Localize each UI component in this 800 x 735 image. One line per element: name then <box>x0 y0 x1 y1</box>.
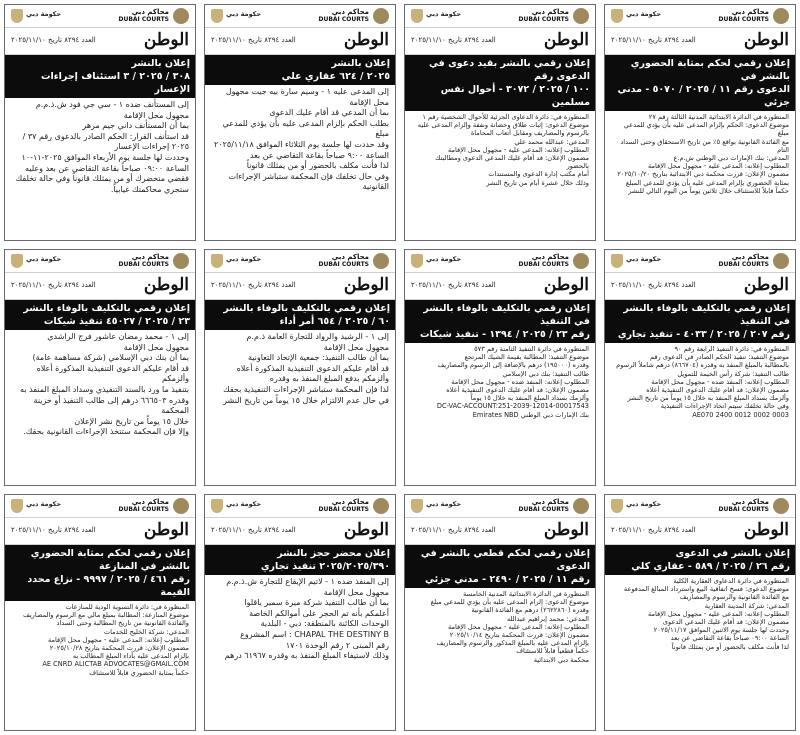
courts-name-en: DUBAI COURTS <box>118 261 169 268</box>
newspaper-name: الوطن <box>343 275 389 295</box>
notice-body-line: لذا فأنت مكلف بالحضور أو من يمثلك قانوناً <box>671 642 789 651</box>
issue-meta: العدد ٨٢٩٤ تاريخ ٢٠٢٥/١١/١٠ <box>211 281 296 289</box>
notice-title-line: رقم ٢٣ / ٢٠٢٥ / ١٣٩٤ - تنفيذ شيكات <box>419 329 590 340</box>
notice-body-line: بإلزام المدعى عليه بأداء المبلغ المطالب به <box>72 652 189 661</box>
notice-title-line: إعلان بالنشر <box>331 58 390 69</box>
courts-seal-icon <box>173 498 189 514</box>
notice-body-line: AE CNRD ALICTAB ADVOCATES@GMAIL.COM <box>42 660 189 669</box>
government-emblem-icon <box>211 254 223 268</box>
logo-row <box>5 5 195 28</box>
notice-card <box>404 494 596 731</box>
logo-row <box>205 250 395 273</box>
notice-body-line: وقدره (١٩٥٠٠٠) درهم بالإضافة إلى الرسوم والمصاريف <box>437 361 589 370</box>
dubai-government-logo <box>411 498 462 514</box>
courts-name-en: DUBAI COURTS <box>718 261 769 268</box>
courts-name-ar: محاكم دبي <box>731 498 769 506</box>
notice-title <box>405 300 595 343</box>
notice-body-line: مجهول محل الإقامة <box>123 110 189 120</box>
courts-name-ar: محاكم دبي <box>531 498 569 506</box>
notice-body-line: المنظورة في دائرة الدعاوى العقارية الكلية <box>673 577 789 585</box>
notice-body-line: الساعة ٩:٠٠ صباحاً بقاعة التقاضي عن بعد <box>249 150 389 160</box>
notice-title <box>5 545 195 601</box>
courts-seal-icon <box>573 253 589 269</box>
notice-body-line: موضوع الدعوى: إلزام المدعى عليه بأن يؤدي للمدعي مبلغ <box>430 598 589 607</box>
notice-body-line: المطلوب إعلانه: المدعى عليه - مجهول محل الإقامة <box>447 622 589 631</box>
dubai-government-logo <box>211 253 262 269</box>
notice-body-line: موضوع التنفيذ: تنفيذ الحكم الصادر في الدعوى رقم <box>650 353 789 362</box>
newspaper-name: الوطن <box>143 30 189 50</box>
government-emblem-icon <box>411 9 423 23</box>
government-emblem-icon <box>211 499 223 513</box>
notice-body-line: الساعة ٠٩:٠٠ صباحاً بقاعة التقاضي عن بعد وعليه <box>25 163 189 173</box>
dubai-courts-logo <box>69 498 189 514</box>
notice-body-line: ستجري محاكمتك غيابياً. <box>110 184 189 194</box>
notice-body-line: حكماً قابلاً للاستئناف خلال ثلاثين يوماً من اليوم التالي للنشر <box>628 186 789 195</box>
notice-title-line: إعلان بالنشر <box>131 58 190 69</box>
newspaper-header <box>405 273 595 300</box>
notice-body-line: وألزمكم بدفع المبلغ المنفذ به وقدره <box>269 374 389 384</box>
dubai-courts-logo <box>669 8 789 24</box>
notice-title-line: ٣٠٨ / ٢٠٢٥ / ٣ استئناف إجراءات الإعسار <box>41 71 190 95</box>
logo-row <box>405 5 595 28</box>
notice-title-line: رقم ٢٠٧ / ٢٠٢٥ / ٤٠٣٣ - تنفيذ تجاري <box>617 329 790 340</box>
logo-row <box>405 250 595 273</box>
notice-body-line: وألزمك بسداد المبلغ المنفذ به خلال ١٥ يوماً <box>470 394 589 403</box>
government-label: حكومة دبي <box>426 255 462 263</box>
notice-body-line: موضوع الدعوى: الحكم بإلزام المدعى عليه بأن يؤدي للمدعي مبلغ <box>623 121 789 138</box>
dubai-government-logo <box>211 8 262 24</box>
notice-title-line: إعلان رقمي بالتكليف بالوفاء بالنشر في التنفيذ <box>423 303 590 327</box>
dubai-courts-logo <box>69 8 189 24</box>
notice-title <box>605 55 795 111</box>
notice-body-line: وفي حال تخلفك فإن المحكمة ستباشر الإجراءات القانونية <box>228 171 389 192</box>
notice-body-line: مضمون الإعلان: قررت المحكمة بتاريخ ٢٠٢٥/١٠/١٤ <box>449 631 589 640</box>
notice-body <box>5 601 195 679</box>
notice-body-line: المطلوب إعلانه: المدعى عليه - مجهول محل الإقامة <box>47 635 189 644</box>
notice-body-line: المدعي: شركة المدينة العقارية <box>704 601 789 610</box>
newspaper-header <box>605 518 795 545</box>
courts-seal-icon <box>373 253 389 269</box>
courts-seal-icon <box>773 498 789 514</box>
notice-body-line: وفي حالة تخلفك سيتم اتخاذ الإجراءات التنفيذية <box>660 402 789 411</box>
courts-seal-icon <box>773 253 789 269</box>
notice-card <box>204 4 396 241</box>
newspaper-name: الوطن <box>343 520 389 540</box>
dubai-courts-logo <box>469 498 589 514</box>
issue-meta: العدد ٨٢٩٤ تاريخ ٢٠٢٥/١١/١٠ <box>211 526 296 534</box>
notice-body-line: وقد حددت لها جلسة يوم الثلاثاء الموافق ٢٠٢٥/١١/١٨ <box>214 139 389 149</box>
notice-body <box>405 588 595 666</box>
notice-body-line: بما أن طالب التنفيذ: جمعية الإتحاد التعاونية <box>247 353 389 363</box>
notice-body-line: وذلك لاستيفاء المبلغ المنفذ به وقدره ٦١٩٦٧ درهم <box>224 651 389 661</box>
notice-body-line: والفائدة القانونية من تاريخ المطالبة وحتى السداد <box>56 619 189 628</box>
notice-body-line: طالب التنفيذ: بنك دبي الإسلامي <box>502 369 589 378</box>
notice-title-line: إعلان رقمي لحكم بمثابة الحضوري بالنشر في المنازعة <box>30 548 190 572</box>
notice-title-line: ٢٠٢٥/٢٠٢٥/٣٩٠ تنفيذ تجاري <box>260 561 390 572</box>
dubai-courts-logo <box>69 253 189 269</box>
notice-body-line: لذا فإن المحكمة ستباشر الإجراءات التنفيذية بحقك <box>223 384 389 394</box>
notice-title <box>5 300 195 330</box>
courts-name-en: DUBAI COURTS <box>718 16 769 23</box>
courts-name-en: DUBAI COURTS <box>518 261 569 268</box>
newspaper-header <box>605 273 795 300</box>
dubai-government-logo <box>611 8 662 24</box>
notice-body <box>405 343 595 421</box>
notice-body-line: وذلك خلال عشرة أيام من تاريخ النشر <box>486 178 589 187</box>
dubai-courts-logo <box>269 498 389 514</box>
courts-seal-icon <box>373 498 389 514</box>
government-emblem-icon <box>11 499 23 513</box>
notice-body-line: فقضي متحضرك أو من يمثلك قانوناً وفي حالة تخلفك <box>15 174 189 184</box>
notice-body-line: إلى ١ - محمد رمضان عاشور فرج الراشدي <box>47 332 189 341</box>
notice-body-line: لذا فأنت مكلف بالحضور أو من يمثلك قانوناً <box>246 161 389 171</box>
notice-body-line: مضمون الإعلان: قررت محكمة دبي الابتدائية بتاريخ ٢٠٢٥/١٠/٢٠ <box>617 170 789 179</box>
notice-body-line: إلى المستأنف ضده ١ - سي جي فود ش.ذ.م.م <box>35 100 189 109</box>
logo-row <box>605 250 795 273</box>
courts-name-en: DUBAI COURTS <box>118 506 169 513</box>
notice-body-line: أعلمكم بأنه تم الحجز على أموالكم الخاصة <box>249 608 389 618</box>
newspaper-name: الوطن <box>743 30 789 50</box>
notice-body-line: المطلوب إعلانه: المدعى عليه - مجهول محل الإقامة <box>447 145 589 154</box>
notice-body-line: بإلزام المدعى عليه بالمبلغ المذكور والرسوم والمصاريف <box>436 639 589 648</box>
notice-title-line: رقم ٤٦١ / ٢٠٢٥ / ٩٩٩٧ - نزاع محدد القيمة <box>27 574 190 598</box>
notice-body-line: بما أن طالب التنفيذ شركة ميرة سمير ياقلوا <box>244 598 389 608</box>
notice-title-line: رقم ١١ / ٢٠٢٥ / ٢٤٩٠ - مدني جزئي <box>424 574 590 585</box>
government-emblem-icon <box>611 499 623 513</box>
notice-card <box>604 494 796 731</box>
notice-body-line: بمثابة الحضوري بإلزام المدعى عليه بأن يؤدي للمدعي المبلغ <box>625 178 789 187</box>
logo-row <box>205 495 395 518</box>
newspaper-header <box>5 273 195 300</box>
notice-body-line: محكمة دبي الابتدائية <box>533 655 589 664</box>
newspaper-name: الوطن <box>343 30 389 50</box>
newspaper-header <box>205 273 395 300</box>
courts-seal-icon <box>773 8 789 24</box>
notice-body <box>605 111 795 197</box>
notice-card <box>4 4 196 241</box>
notice-card <box>204 494 396 731</box>
notice-body-line: رقم المبنى ٢ رقم الوحدة ١٧٠١ <box>285 640 389 650</box>
courts-name-ar: محاكم دبي <box>731 253 769 261</box>
courts-name-ar: محاكم دبي <box>131 8 169 16</box>
notice-title-line: إعلان رقمي بالنشر بقيد دعوى في الدعوى رقم <box>428 58 590 82</box>
notice-body-line: بما أن المدعي قد أقام عليك الدعوى <box>269 108 389 118</box>
notice-body-line: ٢٠٢٥ إجراءات الإعسار <box>114 142 189 152</box>
dubai-courts-logo <box>469 8 589 24</box>
government-label: حكومة دبي <box>26 255 62 263</box>
issue-meta: العدد ٨٢٩٤ تاريخ ٢٠٢٥/١١/١٠ <box>11 281 96 289</box>
issue-meta: العدد ٨٢٩٤ تاريخ ٢٠٢٥/١١/١٠ <box>411 281 496 289</box>
notice-body-line: مضمون الإعلان: قد أقام عليك المدعي الدعوى <box>662 618 789 627</box>
government-label: حكومة دبي <box>26 10 62 18</box>
dubai-government-logo <box>611 253 662 269</box>
courts-seal-icon <box>173 8 189 24</box>
dubai-courts-logo <box>669 498 789 514</box>
notice-body-line: خلال ١٥ يوماً من تاريخ نشر الإعلان <box>74 416 189 426</box>
notice-body-line: مجهول محل الإقامة <box>123 342 189 352</box>
notice-title <box>205 545 395 575</box>
notice-title-line: إعلان رقمي لحكم بمثابة الحضوري بالنشر في <box>630 58 790 82</box>
courts-name-ar: محاكم دبي <box>131 498 169 506</box>
notice-title-line: إعلان بالنشر في الدعوى <box>675 548 790 559</box>
notice-body-line: بطلب الحكم بإلزام المدعى عليه بأن يؤدي للمدعي مبلغ <box>222 118 389 139</box>
notice-title-line: إعلان رقمي بالتكليف بالوفاء بالنشر <box>23 303 190 314</box>
notice-body <box>605 575 795 653</box>
notice-body-line: بنك الإمارات دبي الوطني Emirates NBD <box>472 410 589 419</box>
notice-title-line: ٦٠ / ٢٠٢٥ / ٦٥٤ أمر أداء <box>279 316 390 327</box>
dubai-government-logo <box>11 498 62 514</box>
notice-body-line: موضوع الدعوى: فسخ اتفاقية البيع واسترداد المبالغ المدفوعة <box>623 585 789 594</box>
notice-body-line: DC-VAC-ACCOUNT:251-2039-12014-00017543 <box>436 402 589 411</box>
issue-meta: العدد ٨٢٩٤ تاريخ ٢٠٢٥/١١/١٠ <box>611 36 696 44</box>
notice-title-line: إعلان محضر حجز بالنشر <box>277 548 390 559</box>
issue-meta: العدد ٨٢٩٤ تاريخ ٢٠٢٥/١١/١٠ <box>411 526 496 534</box>
notice-body-line: المنظورة في الدائرة الابتدائية المدنية الخامسة <box>463 590 589 598</box>
notice-body-line: أمام مكتب إدارة الدعوى والمستندات <box>488 170 589 179</box>
newspaper-header <box>405 28 595 55</box>
issue-meta: العدد ٨٢٩٤ تاريخ ٢٠٢٥/١١/١٠ <box>611 281 696 289</box>
courts-name-ar: محاكم دبي <box>331 498 369 506</box>
issue-meta: العدد ٨٢٩٤ تاريخ ٢٠٢٥/١١/١٠ <box>211 36 296 44</box>
notice-body-line: إلى المدعى عليه ١ - وسيم سارة بيه جيت مجهول محل الإقامة <box>225 87 389 107</box>
notice-body-line: المطلوب إعلانه: المنفذ ضده - مجهول محل الإقامة <box>651 377 789 386</box>
notice-body <box>205 85 395 195</box>
logo-row <box>5 495 195 518</box>
government-emblem-icon <box>211 9 223 23</box>
newspaper-header <box>205 28 395 55</box>
dubai-courts-logo <box>469 253 589 269</box>
notice-body-line: موضوع المنازعة: المطالبة بمبلغ مالي مع الرسوم والمصاريف <box>23 611 189 620</box>
notice-body-line: إلى المنفذ ضده ١ - لاتيم الإيقاع للتجارة ش.ذ.م.م <box>226 577 389 586</box>
dubai-government-logo <box>411 8 462 24</box>
government-emblem-icon <box>611 254 623 268</box>
notice-title <box>205 300 395 330</box>
newspaper-name: الوطن <box>543 520 589 540</box>
logo-row <box>205 5 395 28</box>
government-label: حكومة دبي <box>226 255 262 263</box>
logo-row <box>5 250 195 273</box>
notice-body-line: مجهول محل الإقامة <box>323 342 389 352</box>
notice-body-line: مضمون الإعلان: قررت المحكمة بتاريخ ٢٠٢٥/١٠/٢٨ <box>49 644 189 653</box>
newspaper-header <box>605 28 795 55</box>
notice-title-line: ٢٠٢٥ / ٦٢٤ عقاري علي <box>281 71 390 82</box>
government-emblem-icon <box>411 254 423 268</box>
courts-seal-icon <box>573 498 589 514</box>
newspaper-header <box>5 28 195 55</box>
courts-seal-icon <box>573 8 589 24</box>
notice-body-line: قد أقام عليكم الدعوى التنفيذية المذكورة أعلاه <box>236 363 389 373</box>
notice-body-line: AE070 2400 0012 0002 0003 <box>692 410 789 419</box>
notice-card <box>404 249 596 486</box>
courts-name-en: DUBAI COURTS <box>718 506 769 513</box>
government-emblem-icon <box>611 9 623 23</box>
notice-body-line: في حال عدم الالتزام خلال ١٥ يوماً من تاريخ النشر <box>223 395 389 405</box>
notice-body-line: المدعي: عبدالله محمد علي <box>514 137 589 146</box>
dubai-government-logo <box>11 253 62 269</box>
dubai-courts-logo <box>269 8 389 24</box>
courts-name-ar: محاكم دبي <box>531 253 569 261</box>
notice-body-line: وإلا فإن المحكمة ستتخذ الإجراءات القانونية بحقك. <box>23 427 189 437</box>
notice-body-line: وحددت لها جلسة يوم الاثنين الموافق ٢٠٢٥/١١/١٧ <box>653 626 789 635</box>
notice-title <box>605 545 795 575</box>
notice-title <box>205 55 395 85</box>
notice-body-line: المنظورة في: دائرة التنفيذ الرابعة رقم ٩٠ <box>674 345 789 353</box>
government-label: حكومة دبي <box>426 10 462 18</box>
notice-card <box>4 249 196 486</box>
notice-title <box>405 55 595 111</box>
notice-body-line: المطلوب إعلانه: المدعى عليه - مجهول محل الإقامة <box>647 162 789 171</box>
courts-name-en: DUBAI COURTS <box>118 16 169 23</box>
issue-meta: العدد ٨٢٩٤ تاريخ ٢٠٢٥/١١/١٠ <box>11 526 96 534</box>
notice-body-line: الساعة ٠٩:٠٠ صباحاً بقاعة التقاضي عن بعد <box>670 634 789 643</box>
notice-title-line: رقم ٢٦ / ٢٠٢٥ / ٥٨٩ - عقاري كلي <box>631 561 790 572</box>
notice-body-line: المنظورة في: دائرة التسوية الودية للمنازعات <box>65 603 189 611</box>
notice-body-line: المدعي: شركة الخليج للخدمات <box>103 627 189 636</box>
newspaper-name: الوطن <box>543 275 589 295</box>
dubai-courts-logo <box>669 253 789 269</box>
notice-title-line: ٢٣ / ٢٠٢٥ / ٤٥٠٢٧ تنفيذ شيكات <box>43 316 190 327</box>
notice-title-line: ١٠٠ / ٢٠٢٥ / ٣٠٧٢ - أحوال نفس مسلمين <box>440 84 590 108</box>
notice-body-line: المنظورة في الدائرة الابتدائية المدنية الثالثة رقم ٢٧ <box>648 113 789 121</box>
notice-body-line: موضوع الدعوى: إثبات طلاق وحضانة ونفقة وإلزام المدعى عليه <box>417 121 589 130</box>
notice-body-line: المنظورة في دائرة التنفيذ الثامنة رقم ٥٧٣ <box>474 345 589 353</box>
notice-card <box>204 249 396 486</box>
government-emblem-icon <box>11 9 23 23</box>
courts-seal-icon <box>173 253 189 269</box>
courts-name-ar: محاكم دبي <box>531 8 569 16</box>
notice-body <box>605 343 795 421</box>
notice-body-line: بما أن المستأنف داني جيم مرهر <box>82 121 189 131</box>
newspaper-name: الوطن <box>543 30 589 50</box>
courts-name-en: DUBAI COURTS <box>518 506 569 513</box>
notice-body-line: بالمطالبة بالمبلغ المنفذ به وقدره (٨٦٦٧٠٤) درهم شاملاً الرسوم <box>616 361 789 370</box>
issue-meta: العدد ٨٢٩٤ تاريخ ٢٠٢٥/١١/١٠ <box>611 526 696 534</box>
notice-body-line: المدعي: محمد إبراهيم عبدالله <box>506 614 589 623</box>
notice-title-line: إعلان رقمي بالتكليف بالوفاء بالنشر في التنفيذ <box>623 303 790 327</box>
notice-title <box>5 55 195 98</box>
notice-body-line: المطلوب إعلانه: المدعى عليه - مجهول محل الإقامة <box>647 609 789 618</box>
notice-title-line: الدعوى رقم ١١ / ٢٠٢٥ / ٥٠٧٠ - مدني جزئي <box>617 84 790 108</box>
notice-body-line: وقدره ٦٦٦٥٠٣ درهم إلى طالب التنفيذ أو خزينة المحكمة <box>33 395 189 416</box>
notice-body-line: بتنفيذ ما ورد بالسند التنفيذي وسداد المبلغ المنفذ به <box>20 384 189 394</box>
notice-card <box>604 249 796 486</box>
courts-name-en: DUBAI COURTS <box>318 261 369 268</box>
logo-row <box>605 495 795 518</box>
notice-title <box>605 300 795 343</box>
courts-seal-icon <box>373 8 389 24</box>
government-label: حكومة دبي <box>26 500 62 508</box>
notice-body-line: مجهول محل الإقامة <box>323 587 389 597</box>
notice-body-line: حكماً بمثابة الحضوري قابلاً للاستئناف <box>89 668 189 677</box>
notice-body-line: موضوع التنفيذ: المطالبة بقيمة الشيك المرتجع <box>464 353 589 362</box>
notice-card <box>404 4 596 241</box>
government-label: حكومة دبي <box>226 10 262 18</box>
notice-body-line: وألزمك بسداد المبلغ المنفذ به خلال ١٥ يوماً من تاريخ النشر <box>627 394 789 403</box>
notice-body-line: حكماً قطعياً قابلاً للاستئناف <box>516 647 589 656</box>
notice-body-line: CHAPAL THE DESTINY B : اسم المشروع <box>240 629 389 639</box>
newspaper-header <box>5 518 195 545</box>
notice-body-line: مع الفائدة القانونية والرسوم والمصاريف <box>679 593 789 602</box>
courts-name-en: DUBAI COURTS <box>318 506 369 513</box>
newspaper-name: الوطن <box>743 520 789 540</box>
dubai-government-logo <box>611 498 662 514</box>
government-label: حكومة دبي <box>626 255 662 263</box>
notice-title <box>405 545 595 588</box>
notice-body-line: قد استأنف القرار: الحكم الصادر بالدعوى رقم ٣٧ / <box>22 131 189 141</box>
newspaper-header <box>405 518 595 545</box>
newspaper-header <box>205 518 395 545</box>
government-label: حكومة دبي <box>426 500 462 508</box>
dubai-government-logo <box>11 8 62 24</box>
issue-meta: العدد ٨٢٩٤ تاريخ ٢٠٢٥/١١/١٠ <box>11 36 96 44</box>
notice-body-line: مضمون الإعلان: قد أقام عليك الدعوى التنفيذية أعلاه <box>446 386 589 395</box>
notice-body <box>5 98 195 197</box>
courts-name-ar: محاكم دبي <box>331 253 369 261</box>
dubai-courts-logo <box>269 253 389 269</box>
notice-body-line: مضمون الإعلان: قد أقام عليك الدعوى التنفيذية أعلاه <box>646 386 789 395</box>
logo-row <box>605 5 795 28</box>
notice-body <box>5 330 195 440</box>
notice-body <box>205 330 395 408</box>
notice-body-line: المدعي: بنك الإمارات دبي الوطني ش.م.ع <box>673 154 789 163</box>
newspaper-name: الوطن <box>143 520 189 540</box>
notice-body-line: المنظورة في: دائرة الدعاوى الجزئية للأحوال الشخصية رقم ١ <box>422 113 589 121</box>
courts-name-ar: محاكم دبي <box>331 8 369 16</box>
notice-body-line: بما أن بنك دبي الإسلامي (شركة مساهمة عامة) <box>32 353 189 363</box>
notice-title-line: إعلان رقمي بالتكليف بالوفاء بالنشر <box>223 303 390 314</box>
notice-body-line: بالرسوم والمصاريف ومقابل أتعاب المحاماة <box>470 129 589 138</box>
notice-body-line: المطلوب إعلانه: المنفذ ضده - مجهول محل الإقامة <box>451 377 589 386</box>
notice-body <box>205 575 395 664</box>
notice-card <box>4 494 196 731</box>
notice-card <box>604 4 796 241</box>
issue-meta: العدد ٨٢٩٤ تاريخ ٢٠٢٥/١١/١٠ <box>411 36 496 44</box>
notice-body-line: طالب التنفيذ: شركة رأس الخيمة للتمويل <box>677 369 789 378</box>
notice-body-line: قد أقام عليكم الدعوى التنفيذية المذكورة أعلاه وألزمكم <box>36 363 189 384</box>
notice-body-line: الوحدات الكائنة بالمنطقة: دبي - البلدية <box>260 619 389 629</box>
notice-body-line: مع الفائدة القانونية بواقع ٥٪ من تاريخ الاستحقاق وحتى السداد التام <box>620 137 789 154</box>
government-label: حكومة دبي <box>626 500 662 508</box>
newspaper-name: الوطن <box>143 275 189 295</box>
notice-body-line: مضمون الإعلان: قد أقام عليك المدعي الدعوى ومطالبتك بالحضور <box>435 154 589 171</box>
government-label: حكومة دبي <box>626 10 662 18</box>
government-emblem-icon <box>11 254 23 268</box>
courts-name-ar: محاكم دبي <box>731 8 769 16</box>
government-emblem-icon <box>411 499 423 513</box>
dubai-government-logo <box>211 498 262 514</box>
notice-title-line: إعلان رقمي لحكم قطعي بالنشر في الدعوى <box>420 548 590 572</box>
notice-body-line: وحددت لها جلسة يوم الأربعاء الموافق ٢٠٢٥-١١-١٠ <box>21 152 189 162</box>
courts-name-en: DUBAI COURTS <box>518 16 569 23</box>
dubai-government-logo <box>411 253 462 269</box>
logo-row <box>405 495 595 518</box>
notice-body <box>405 111 595 189</box>
newspaper-name: الوطن <box>743 275 789 295</box>
courts-name-ar: محاكم دبي <box>131 253 169 261</box>
notice-body-line: وقدره (٢٦٢٢٨٦٠) درهم مع الفائدة القانونية <box>471 606 589 615</box>
courts-name-en: DUBAI COURTS <box>318 16 369 23</box>
government-label: حكومة دبي <box>226 500 262 508</box>
notice-body-line: إلى ١ - الرشيد والرواد للتجارة العامة ذ.م.م <box>246 332 389 341</box>
